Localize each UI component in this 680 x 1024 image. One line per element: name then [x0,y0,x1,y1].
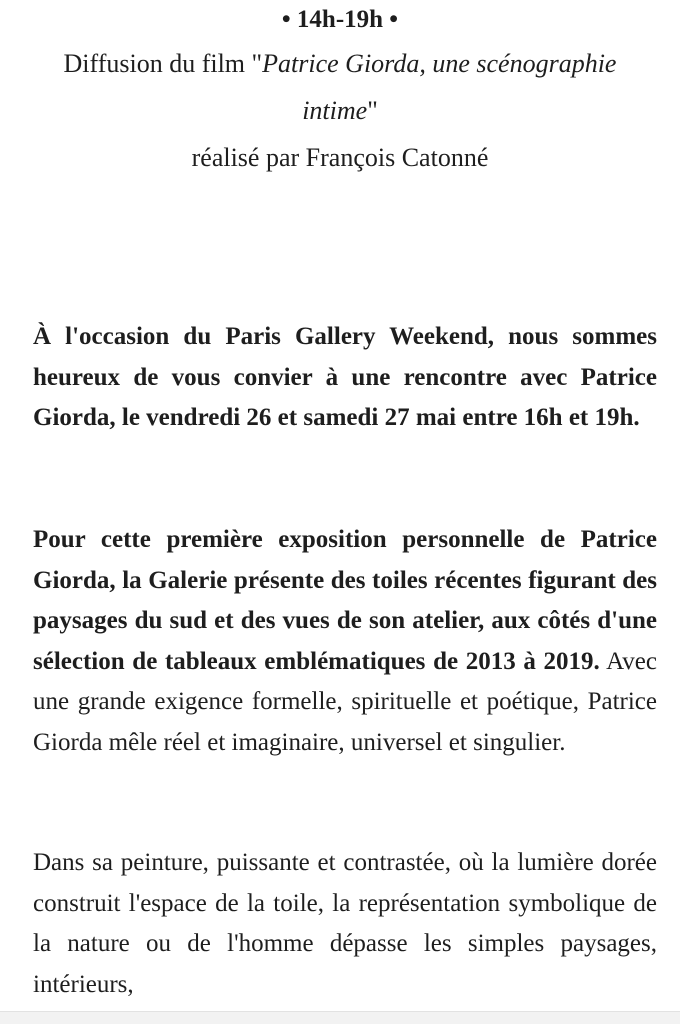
film-title-part2: intime [302,96,368,125]
paragraph-exhibition-regular: Avec une grande exigence formelle, spirituelle et poétique, Patrice Giorda mêle réel et imaginaire, universel et singulier. [33,647,657,756]
paragraph-intro: À l'occasion du Paris Gallery Weekend, nous sommes heureux de vous convier à une rencontre avec Patrice Giorda, le vendredi 26 et samedi 27 mai entre 16h et 19h. [33,323,657,431]
event-time: • 14h-19h • [281,6,399,33]
film-line [0,40,680,87]
paragraph-exhibition [33,520,657,763]
film-director: réalisé par François Catonné [191,143,489,172]
event-info [0,0,680,181]
film-line-suffix: " [367,96,378,125]
film-line-prefix: Diffusion du film " [63,49,263,78]
paragraph-painting: Dans sa peinture, puissante et contrastée, où la lumière dorée construit l'espace de la toile, la représentation symbolique de la nature ou de l'homme dépasse les simples paysages, intérieurs, [33,849,657,998]
film-title-part1: Patrice Giorda, une scénographie [262,49,617,78]
paragraph-exhibition-bold: Pour cette première exposition personnelle de Patrice Giorda, la Galerie présente des toiles récentes figurant des paysages du sud et des vues de son atelier, aux côtés d'une sélection de tableaux emblématiques de 2013 à 2019. [33,526,657,675]
bottom-toolbar [0,1011,680,1024]
film-line-2 [0,87,680,134]
